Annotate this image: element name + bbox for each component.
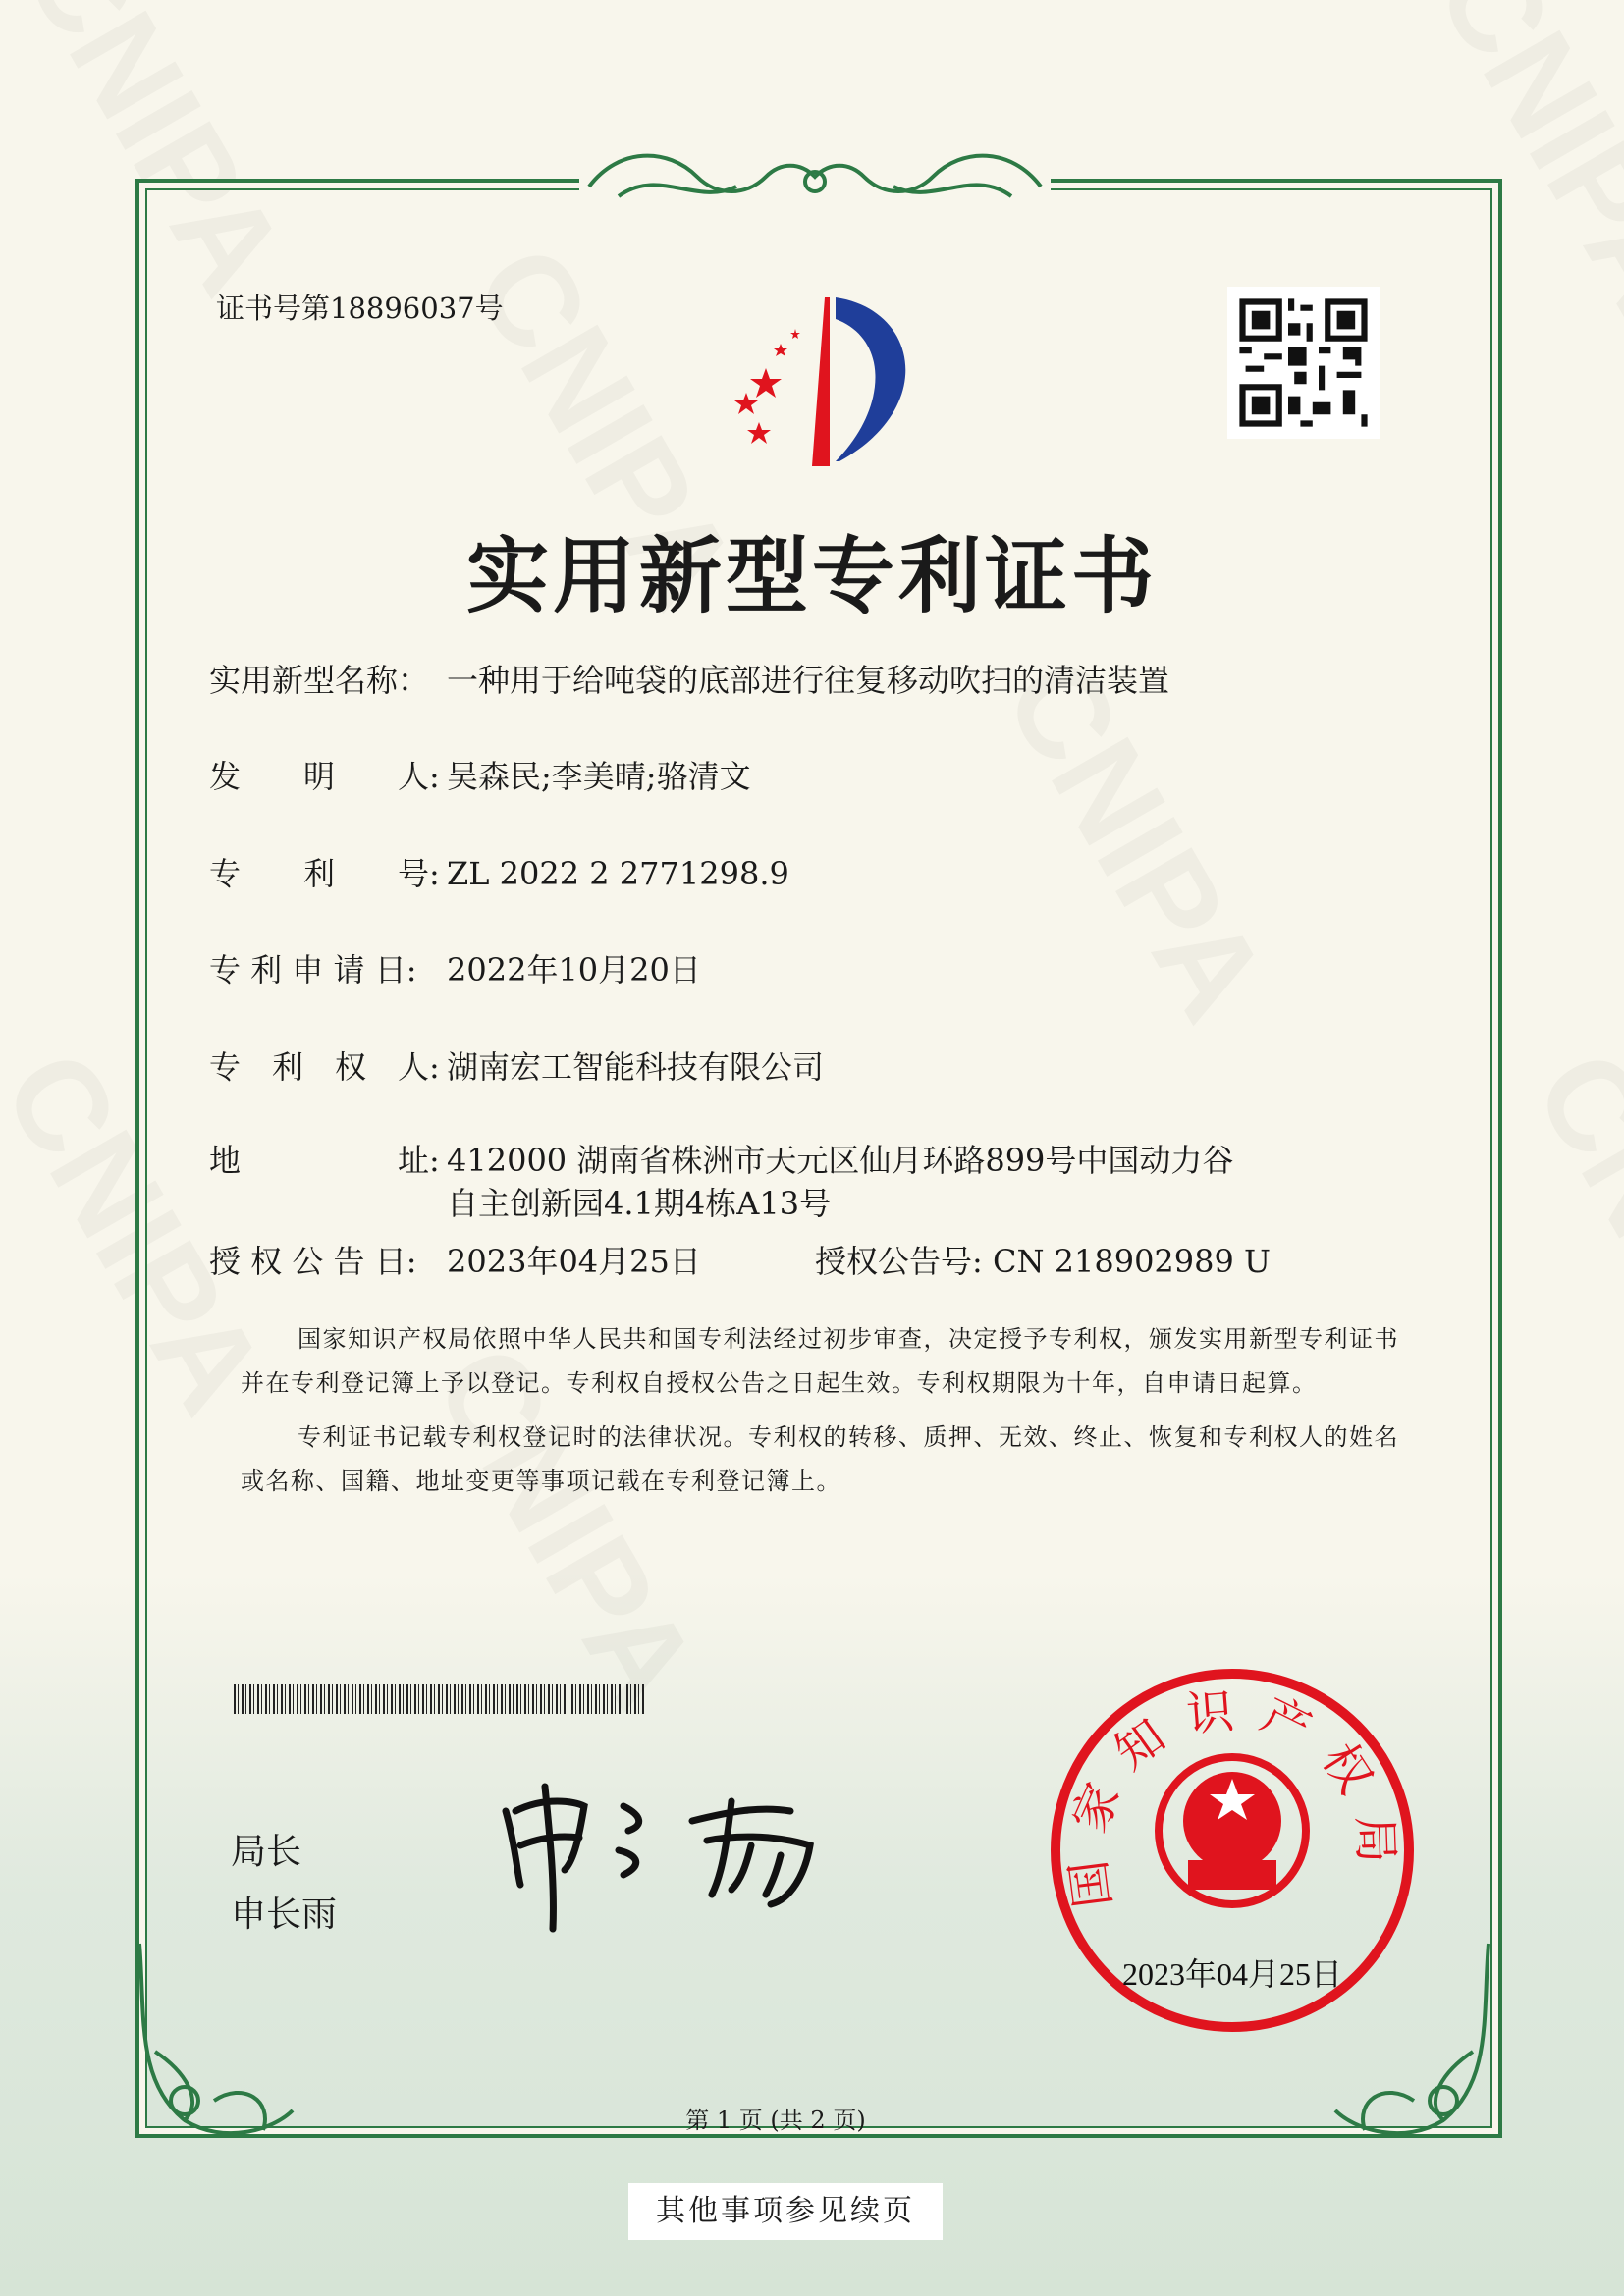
- field-label: 专 利 号:: [209, 855, 440, 892]
- field-label: 地 址:: [209, 1142, 440, 1179]
- seal-text: 国家知识产权局: [1057, 1682, 1405, 1911]
- field-value: CN 218902989 U: [992, 1243, 1271, 1280]
- cnipa-logo: [692, 290, 938, 476]
- field-value-line2: 自主创新园4.1期4栋A13号: [447, 1185, 832, 1222]
- field-value: 吴森民;李美晴;骆清文: [447, 758, 751, 795]
- statement-paragraph: 国家知识产权局依照中华人民共和国专利法经过初步审查，决定授予专利权，颁发实用新型专利证书并在专利登记簿上予以登记。专利权自授权公告之日起生效。专利权期限为十年，自申请日起算。: [241, 1325, 1399, 1397]
- field-label: 授 权 公 告 日:: [209, 1243, 417, 1280]
- director-signature: [496, 1767, 839, 1934]
- field-announcement-number: [815, 1237, 1271, 1282]
- certificate-number: 证书号第18896037号: [216, 292, 504, 325]
- field-value: 湖南宏工智能科技有限公司: [447, 1048, 825, 1086]
- field-label: 授权公告号:: [815, 1243, 983, 1280]
- qr-code: [1227, 287, 1380, 439]
- field-value: 412000 湖南省株洲市天元区仙月环路899号中国动力谷: [447, 1142, 1234, 1179]
- certificate-title: 实用新型专利证书: [465, 527, 1158, 624]
- field-value: 2022年10月20日: [447, 951, 701, 988]
- field-value: ZL 2022 2 2771298.9: [447, 855, 789, 892]
- watermark: [1506, 1028, 1624, 1437]
- field-label: 专 利 权 人:: [209, 1048, 440, 1086]
- field-label: 发 明 人:: [209, 758, 440, 795]
- field-address: [209, 1139, 1233, 1225]
- field-application-date: [209, 945, 701, 990]
- official-seal: [1041, 1659, 1424, 2042]
- field-label: 实用新型名称：: [209, 662, 430, 699]
- field-utility-model-name: [209, 656, 1169, 701]
- field-inventors: [209, 752, 751, 797]
- field-grant-date: [209, 1237, 701, 1282]
- field-patent-number: [209, 849, 789, 894]
- seal-date: 2023年04月25日: [1121, 1956, 1343, 1992]
- director-title: 局长: [231, 1832, 302, 1872]
- field-value: 一种用于给吨袋的底部进行往复移动吹扫的清洁装置: [447, 662, 1170, 699]
- barcode: [234, 1684, 646, 1714]
- field-patentee: [209, 1042, 824, 1088]
- top-ornament: [579, 137, 1051, 216]
- field-value: 2023年04月25日: [447, 1243, 701, 1280]
- statement-paragraph: 专利证书记载专利权登记时的法律状况。专利权的转移、质押、无效、终止、恢复和专利权人的姓名或名称、国籍、地址变更等事项记载在专利登记簿上。: [241, 1423, 1399, 1495]
- page-number: 第 1 页 (共 2 页): [685, 2107, 866, 2134]
- certificate-statement: [241, 1317, 1419, 1514]
- director-name: 申长雨: [231, 1895, 338, 1935]
- field-label: 专 利 申 请 日:: [209, 951, 417, 988]
- continued-note: 其他事项参见续页: [628, 2183, 943, 2240]
